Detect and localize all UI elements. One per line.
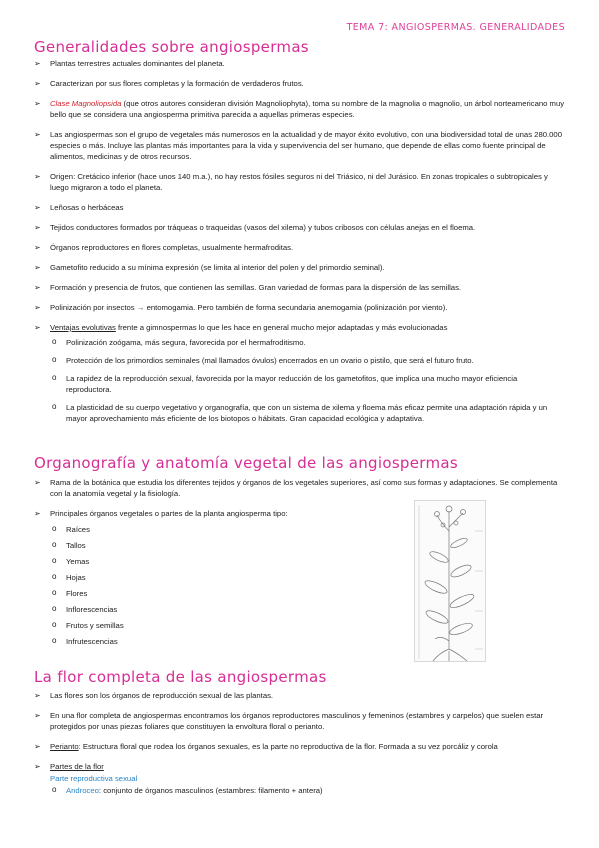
bullet-item: ➢ Gametofito reducido a su mínima expresión (se limita al interior del polen y del primordio seminal). <box>34 262 565 273</box>
organ-item: o Raíces <box>34 524 565 535</box>
bullet-item: ➢ Las flores son los órganos de reproducción sexual de las plantas. <box>34 690 565 701</box>
plant-illustration <box>414 500 486 662</box>
sub-item: o La rapidez de la reproducción sexual, favorecida por la mayor reducción de los gametofitos, que implica una mucho mayor eficiencia reproductora. <box>34 373 565 395</box>
section-title-generalidades: Generalidades sobre angiospermas <box>34 38 309 56</box>
bullet-item: ➢ Origen: Cretácico inferior (hace unos 140 m.a.), no hay restos fósiles seguros ni del Triásico, ni del Jurásico. En zonas tropicales o subtropicales y luego migraron a todo el planeta. <box>34 171 565 193</box>
parte-reproductiva-heading: Parte reproductiva sexual <box>50 774 138 783</box>
androceo-label: Androceo <box>66 786 99 795</box>
bullet-item: ➢ Formación y presencia de frutos, que contienen las semillas. Gran variedad de formas para la dispersión de las semillas. <box>34 282 565 293</box>
sub-item: o Polinización zoógama, más segura, favorecida por el hermafroditismo. <box>34 337 565 348</box>
organ-item: o Inflorescencias <box>34 604 565 615</box>
bullet-item: ➢ Principales órganos vegetales o partes de la planta angiosperma tipo: <box>34 508 565 519</box>
androceo-item <box>34 785 565 796</box>
partes-label: Partes de la flor <box>50 762 104 771</box>
ventajas-label: Ventajas evolutivas <box>50 323 116 332</box>
clase-text: (que otros autores consideran división Magnoliophyta), toma su nombre de la magnolia o magnolio, un árbol norteamericano muy bello que se considera una angiosperma primitiva parecida a aquellas primeras especies. <box>50 99 565 119</box>
bullet-item: ➢ Polinización por insectos → entomogamia. Pero también de forma secundaria anemogamia (polinización por viento). <box>34 302 565 313</box>
section-title-flor: La flor completa de las angiospermas <box>34 668 327 686</box>
sub-item: o Protección de los primordios seminales (mal llamados óvulos) encerrados en un ovario o pistilo, que será el futuro fruto. <box>34 355 565 366</box>
bullet-item-partes <box>34 761 565 772</box>
perianto-label: Perianto <box>50 742 79 751</box>
bullet-item: ➢ Las angiospermas son el grupo de vegetales más numerosos en la actualidad y de mayor éxito evolutivo, con una biodiversidad total de unas 280.000 especies o más. Incluye las plantas más importantes para la vida y supervivencia del ser humano, que depende de ellas como fuente principal de alimentos, medicinas y de otros recursos. <box>34 129 565 162</box>
page-header: TEMA 7: ANGIOSPERMAS. GENERALIDADES <box>346 22 565 33</box>
androceo-text: : conjunto de órganos masculinos (estambres: filamento + antera) <box>98 786 323 795</box>
bullet-item: ➢ Rama de la botánica que estudia los diferentes tejidos y órganos de los vegetales superiores, así como sus formas y adaptaciones. Se complementa con la anatomía vegetal y la fisiología. <box>34 477 565 499</box>
organ-item: o Hojas <box>34 572 565 583</box>
bullet-item: ➢ Plantas terrestres actuales dominantes del planeta. <box>34 58 565 69</box>
bullet-item: ➢ Órganos reproductores en flores completas, usualmente hermafroditas. <box>34 242 565 253</box>
bullet-item: ➢ Tejidos conductores formados por tráqueas o traqueidas (vasos del xilema) y tubos cribosos con células anejas en el floema. <box>34 222 565 233</box>
bullet-item-perianto <box>34 741 565 752</box>
organ-item: o Flores <box>34 588 565 599</box>
perianto-text: : Estructura floral que rodea los órganos sexuales, es la parte no reproductiva de la flor. Formada a su vez porcáliz y corola <box>78 742 498 751</box>
ventajas-text: frente a gimnospermas lo que les hace en general mucho mejor adaptadas y más evolucionadas <box>115 323 448 332</box>
bullet-item-ventajas <box>34 322 565 333</box>
bullet-item-clase <box>34 98 565 120</box>
organ-item: o Infrutescencias <box>34 636 565 647</box>
clase-label: Clase Magnoliopsida <box>50 99 122 108</box>
bullet-item: ➢ En una flor completa de angiospermas encontramos los órganos reproductores masculinos y femeninos (estambres y carpelos) que suelen estar protegidos por unas piezas foliares que constituyen la envoltura floral o perianto. <box>34 710 565 732</box>
plant-drawing-icon <box>415 501 487 663</box>
section-title-organografia: Organografía y anatomía vegetal de las angiospermas <box>34 454 459 472</box>
section-flor <box>34 690 565 796</box>
sub-item: o La plasticidad de su cuerpo vegetativo y organografía, que con un sistema de xilema y floema más eficaz permite una adaptación rápida y un mayor aprovechamiento más eficiente de los biotopos o hábitats. Gran capacidad ecológica y adaptativa. <box>34 402 565 424</box>
organ-item: o Frutos y semillas <box>34 620 565 631</box>
bullet-item: ➢ Leñosas o herbáceas <box>34 202 565 213</box>
organ-item: o Yemas <box>34 556 565 567</box>
organ-item: o Tallos <box>34 540 565 551</box>
section-generalidades <box>34 58 565 424</box>
bullet-item: ➢ Caracterizan por sus flores completas y la formación de verdaderos frutos. <box>34 78 565 89</box>
